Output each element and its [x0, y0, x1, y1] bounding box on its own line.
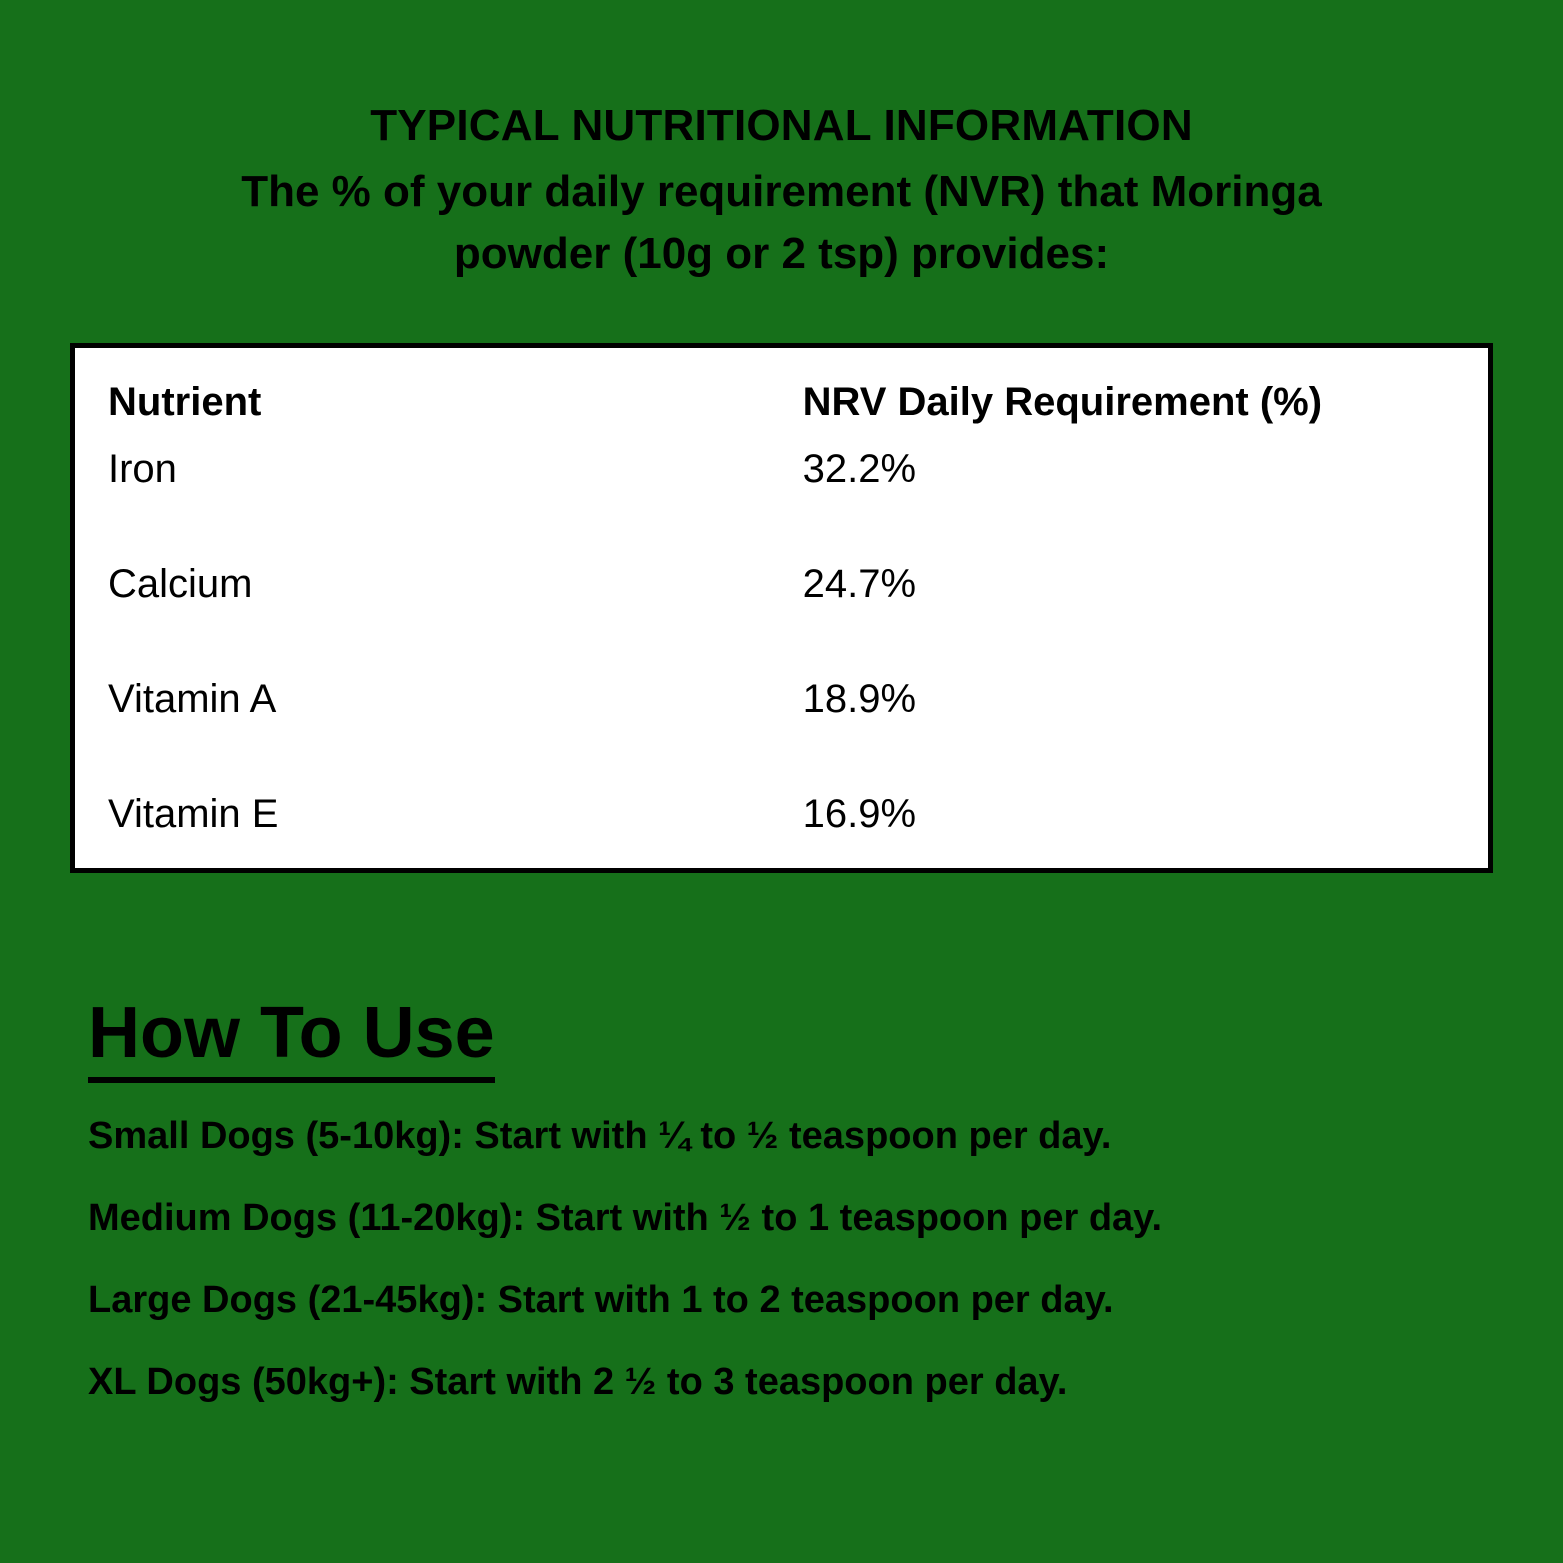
- list-item: Large Dogs (21-45kg): Start with 1 to 2 teaspoon per day.: [88, 1278, 1114, 1321]
- header: [0, 0, 1563, 286]
- cell-nutrient: Vitamin E: [108, 792, 279, 836]
- cell-nrv-value: 18.9%: [802, 677, 917, 721]
- cell-nutrient: Calcium: [108, 562, 253, 606]
- cell-nrv-value: 16.9%: [802, 792, 917, 836]
- page-title: TYPICAL NUTRITIONAL INFORMATION: [370, 101, 1193, 150]
- list-item: Medium Dogs (11-20kg): Start with ½ to 1 teaspoon per day.: [88, 1196, 1163, 1239]
- table-row: [75, 548, 1488, 663]
- nutrition-table-card: [70, 343, 1493, 873]
- page-subtitle: The % of your daily requirement (NVR) that Moringa powder (10g or 2 tsp) provides:: [241, 167, 1322, 279]
- table-header-row: [75, 348, 1488, 433]
- table-row: [75, 663, 1488, 778]
- nutrition-table: [75, 348, 1488, 893]
- cell-nutrient: Vitamin A: [108, 677, 277, 721]
- column-header-nutrient: Nutrient: [108, 380, 262, 424]
- table-row: [75, 433, 1488, 548]
- table-row: [75, 778, 1488, 893]
- cell-nrv-value: 32.2%: [802, 447, 917, 491]
- how-to-use-section: [88, 995, 1488, 1445]
- list-item: Small Dogs (5-10kg): Start with ¼ to ½ teaspoon per day.: [88, 1114, 1112, 1157]
- table-header: [75, 348, 1488, 433]
- table-body: [75, 433, 1488, 893]
- column-header-nrv: NRV Daily Requirement (%): [802, 380, 1323, 424]
- list-item: XL Dogs (50kg+): Start with 2 ½ to 3 teaspoon per day.: [88, 1360, 1068, 1403]
- cell-nutrient: Iron: [108, 447, 177, 491]
- dosage-list: [88, 1114, 1488, 1403]
- cell-nrv-value: 24.7%: [802, 562, 917, 606]
- how-to-use-title: How To Use: [88, 995, 495, 1083]
